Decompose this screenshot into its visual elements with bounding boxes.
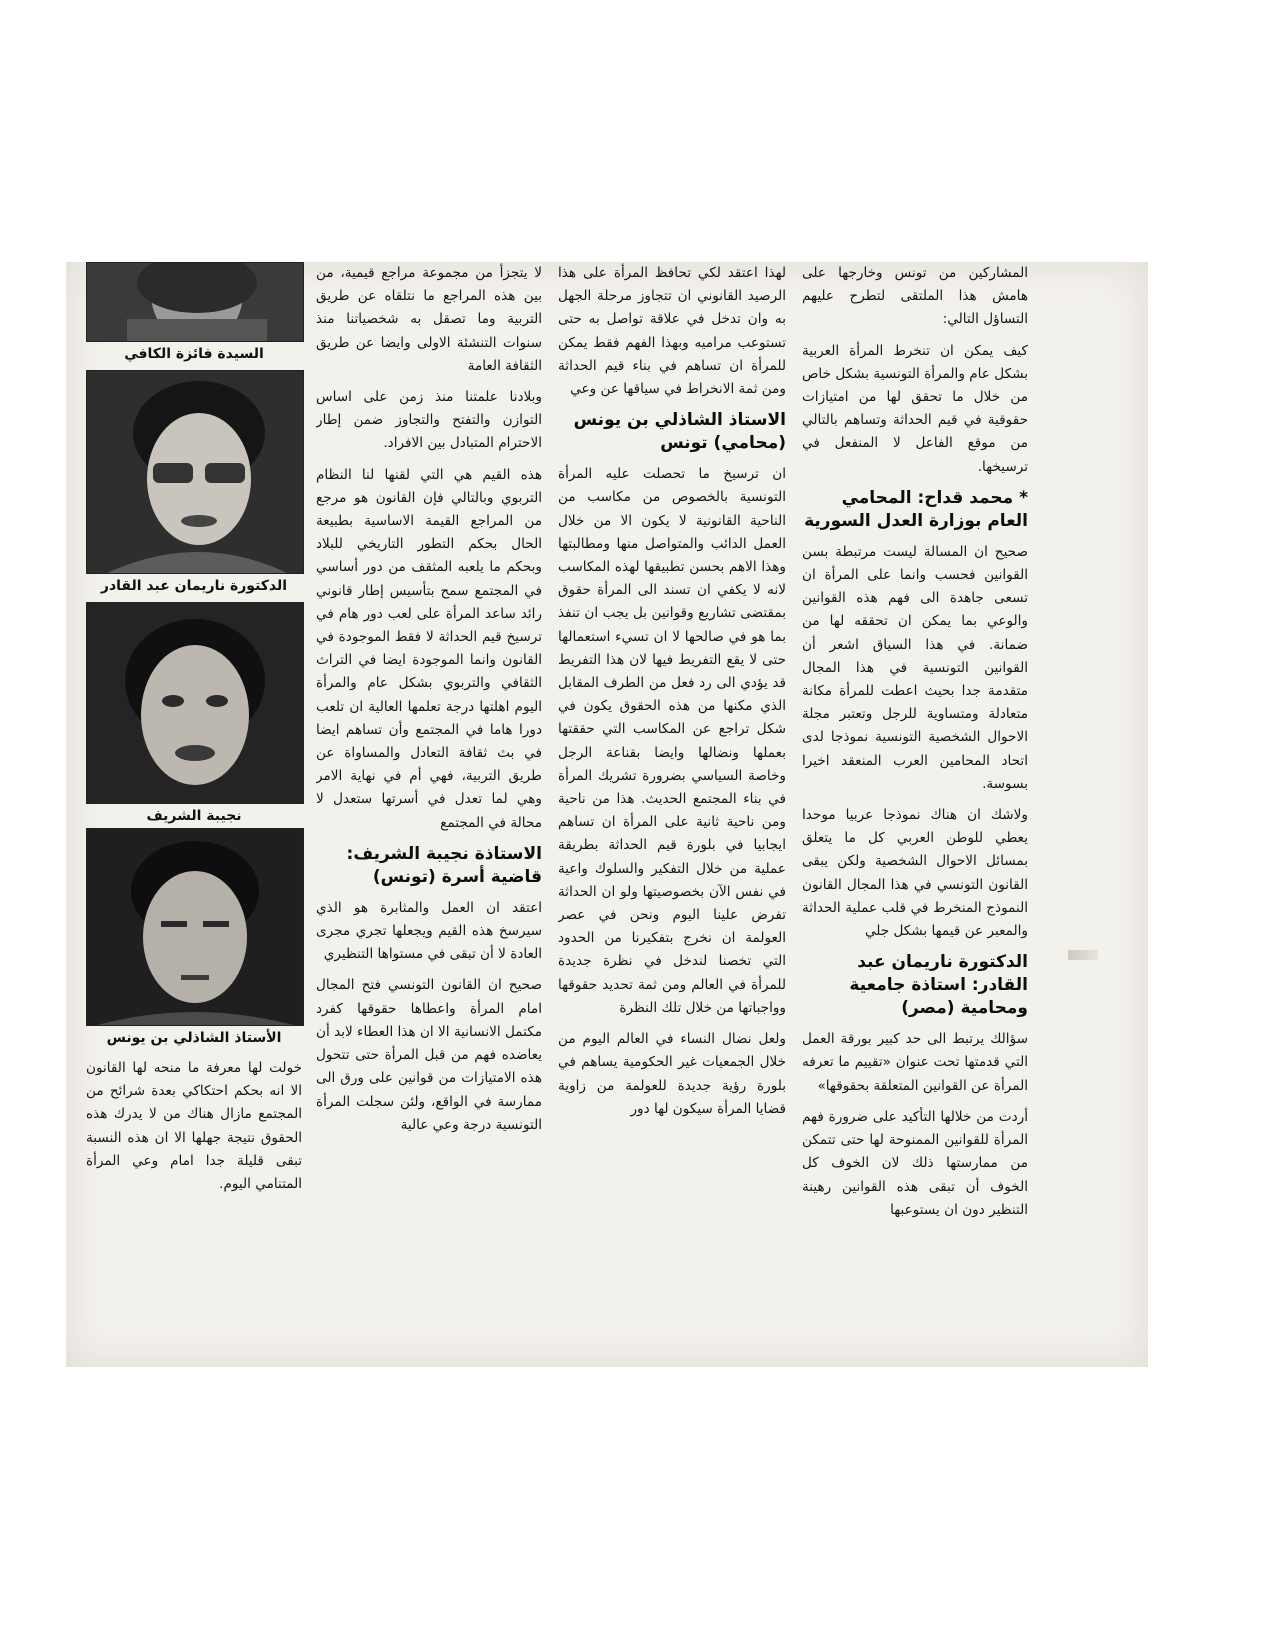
section-heading: الاستاذ الشاذلي بن يونس (محامي) تونس: [573, 410, 786, 454]
photo-caption: الأستاذ الشاذلي بن يونس: [106, 1030, 282, 1046]
article-column-2: [558, 262, 786, 1332]
section-heading: * محمد قداح: المحامي العام بوزارة العدل السورية: [804, 487, 1028, 531]
section-heading: الاستاذة نجيبة الشريف: قاضية أسرة (تونس): [346, 843, 542, 887]
paragraph: ولعل نضال النساء في العالم اليوم من خلال الجمعيات غير الحكومية يساهم في بلورة رؤية جديدة للعولمة من زاوية قضايا المرأة سيكون لها دور: [558, 1031, 786, 1117]
paragraph: خولت لها معرفة ما منحه لها القانون الا انه بحكم احتكاكي بعدة شرائح من المجتمع مازال هناك من لا يدرك هذه الحقوق نتيجة جهلها الا ان هذه النسبة تبقى قليلة جدا امام وعي المرأة المتنامي اليوم.: [86, 1060, 302, 1193]
photo-caption: الدكتورة ناريمان عبد القادر: [100, 578, 288, 594]
paragraph: صحيح ان المسالة ليست مرتبطة بسن القوانين فحسب وانما على المرأة ان تسعى جاهدة الى فهم هذه القوانين والوعي بما يمكن ان تحققه لها من ضمانة. في هذا السياق اشعر أن القوانين التونسية في هذا المجال متقدمة جدا بحيث اعطت للمرأة مكانة متعادلة ومتساوية للرجل وتعتبر مجلة الاحوال الشخصية التونسية نموذجا لدى اتحاد المحامين العرب المنعقد اخيرا بسوسة.: [802, 543, 1028, 792]
paragraph: المشاركين من تونس وخارجها على هامش هذا الملتقى لتطرح عليهم التساؤل التالي:: [802, 265, 1028, 328]
paragraph: سؤالك يرتبط الى حد كبير بورقة العمل التي قدمتها تحت عنوان «تقييم ما تعرفه المرأة عن القوانين المتعلقة بحقوقها»: [802, 1031, 1028, 1094]
paragraph: وبلادنا علمتنا منذ زمن على اساس التوازن والتفتح والتجاوز ضمن إطار الاحترام المتبادل بين الافراد.: [316, 389, 542, 452]
paragraph: ان ترسيخ ما تحصلت عليه المرأة التونسية بالخصوص من مكاسب من الناحية القانونية لا يكون الا من خلال العمل الدائب والمتواصل منها ومطالبتها وهذا الاهم بحسن تطبيقها لهذه المكاسب لانه لا يكفي ان تسند الى المرأة حقوق بمقتضى تشاريع وقوانين بل يجب ان تنفذ بما هو في صالحها لا ان تسيء استعمالها حتى لا يقع التفريط فيها لان هذا التفريط قد يؤدي الى رد فعل من الطرف المقابل الذي مكنها من هذه الحقوق يكون في شكل تراجع عن المكاسب التي حققتها بعملها ونضالها وايضا بقناعة الرجل وخاصة السياسي بضرورة تشريك المرأة في بناء المجتمع الحديث. هذا من ناحية ومن ناحية ثانية على المرأة ان تساهم ايجابيا في بلورة قيم الحداثة بطريقة عملية من خلال التفكير والسلوك واعية في نفس الآن بخصوصيتها ولو ان الحداثة تفرض علينا اليوم ونحن في عصر العولمة ان نخرج بتفكيرنا من الحدود التي تخصنا لندخل في نظرة جديدة للمرأة في العالم ومن ثمة تحديد حقوقها وواجباتها من خلال تلك النظرة: [558, 466, 786, 1016]
paragraph: لهذا اعتقد لكي تحافظ المرأة على هذا الرصيد القانوني ان تتجاوز مرحلة الجهل به وان تدخل في علاقة تواصل به حتى تستوعب مراميه وبهذا الفهم فقط يمكن للمرأة ان تساهم في بناء قيم الحداثة ومن ثمة الانخراط في سياقها عن وعي: [558, 265, 786, 398]
photo-caption: نجيبة الشريف: [146, 808, 242, 824]
paragraph: اعتقد ان العمل والمثابرة هو الذي سيرسخ هذه القيم ويجعلها تجري مجرى العادة لا أن تبقى في مستواها التنظيري: [316, 899, 542, 963]
paragraph: لا يتجزأ من مجموعة مراجع قيمية، من بين هذه المراجع ما نتلقاه عن طريق التربية وما تصقل به شخصياتنا منذ سنوات التنشئة الاولى وايضا عن طريق الثقافة العامة: [316, 265, 542, 374]
paragraph: هذه القيم هي التي لقنها لنا النظام التربوي وبالتالي فإن القانون هو مرجع من المراجع القيمة الاساسية بطبيعة الحال بحكم التطور التاريخي للبلاد وبحكم ما يلعبه المثقف من دور أساسي في المجتمع سمح بتأسيس إطار قانوني رائد ساعد المرأة على لعب دور هام في ترسيخ قيم الحداثة لا فقط الموجودة في القانون وانما الموجودة ايضا في التراث الثقافي والتربوي بشكل عام والمرأة اليوم اهلتها درجة تعلمها العالية ان تلعب دورا هاما في المجتمع وأن تساهم ايضا في بث ثقافة التعادل والمساواة عن طريق التربية، فهي أم في نهاية الامر وهي لما تعدل في أسرتها ستعدل لا محالة في المجتمع: [316, 466, 542, 831]
photo-caption: السيدة فائزة الكافي: [124, 346, 264, 362]
article-column-1: [802, 262, 1028, 1332]
paragraph: صحيح ان القانون التونسي فتح المجال امام المرأة واعطاها حقوقها كفرد مكتمل الانسانية الا ان هذا العطاء لابد أن يعاضده فهم من قبل المرأة حتى تتحول هذه الامتيازات من قوانين على ورق الى ممارسة في الواقع، ولئن سجلت المرأة التونسية درجة وعي عالية: [316, 977, 542, 1133]
portrait-photo-najiba: [86, 602, 304, 804]
section-heading: الدكتورة ناريمان عبد القادر: استاذة جامعية ومحامية (مصر): [849, 952, 1028, 1019]
paragraph: أردت من خلالها التأكيد على ضرورة فهم المرأة للقوانين الممنوحة لها حتى تتمكن من ممارستها ذلك لان الخوف كل الخوف أن تبقى هذه القوانين رهينة التنظير دون ان يستوعبها: [802, 1108, 1028, 1218]
portrait-photo-chedly: [86, 828, 304, 1026]
article-column-3: [316, 262, 542, 1332]
paper-fold-mark: [1068, 950, 1098, 960]
article-column-4: [86, 1057, 302, 1337]
paragraph: ولاشك ان هناك نموذجا عربيا موحدا يعطي للوطن العربي كل ما يتعلق بمسائل الاحوال الشخصية ولكن يبقى القانون التونسي في هذا المجال القانون النموذج المنخرط في قلب عملية الحداثة والمعبر عن قيمها بشكل جلي: [802, 807, 1028, 940]
paragraph: كيف يمكن ان تنخرط المرأة العربية بشكل عام والمرأة التونسية بشكل خاص من خلال ما تحقق لها من امتيازات حقوقية في قيم الحداثة وتساهم بالتالي من موقع الفاعل لا المنفعل في ترسيخها.: [802, 342, 1028, 475]
portrait-photo-faiza: [86, 262, 304, 342]
newspaper-clipping: [66, 262, 1148, 1367]
portrait-photo-nariman: [86, 370, 304, 574]
